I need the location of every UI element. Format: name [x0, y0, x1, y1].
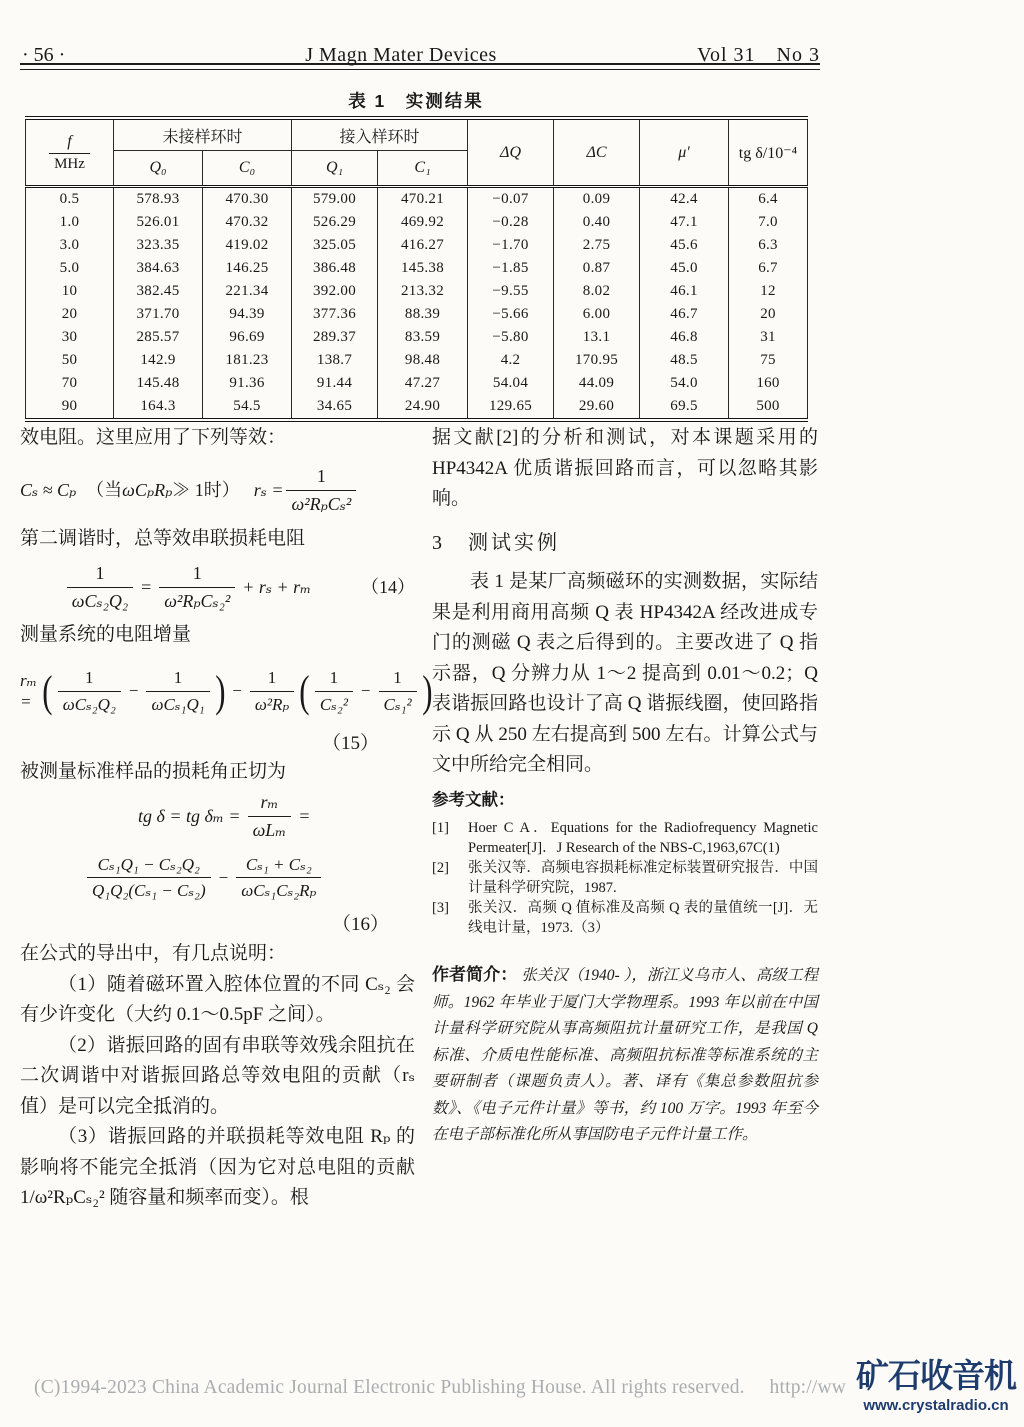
table-cell: 419.02 — [203, 234, 292, 257]
table-cell: 13.1 — [554, 326, 640, 349]
table-cell: 371.70 — [114, 303, 203, 326]
table-cell: 98.48 — [378, 349, 468, 372]
table-cell: −0.28 — [468, 211, 554, 234]
fraction — [250, 668, 294, 715]
table-cell: 69.5 — [640, 395, 729, 420]
minus-sign: − — [232, 681, 242, 701]
table-cell: 44.09 — [554, 372, 640, 395]
table-cell: 94.39 — [203, 303, 292, 326]
denominator: Cₛ₁² — [383, 694, 412, 714]
site-logo — [848, 1355, 1024, 1415]
references-heading: 参考文献： — [432, 790, 515, 809]
table-cell: 170.95 — [554, 349, 640, 372]
paragraph: （3）谐振回路的并联损耗等效电阻 Rₚ 的影响将不能完全抵消（因为它对总电阻的贡献 1/ω²RₚCₛ₂² 随容量和频率而变）。根 — [20, 1126, 415, 1208]
table-cell: 12 — [729, 280, 808, 303]
table-cell: 382.45 — [114, 280, 203, 303]
q1-header: Q₁ — [292, 151, 378, 187]
fraction — [236, 855, 321, 902]
table-cell: 142.9 — [114, 349, 203, 372]
tg-delta-header: tg δ/10⁻⁴ — [729, 118, 808, 187]
table-cell: 6.4 — [729, 187, 808, 212]
table-cell: 20 — [26, 303, 114, 326]
table-cell: −9.55 — [468, 280, 554, 303]
table-cell: 47.1 — [640, 211, 729, 234]
table-cell: 0.09 — [554, 187, 640, 212]
table-cell: 45.6 — [640, 234, 729, 257]
logo-title: 矿石收音机 — [856, 1357, 1016, 1394]
table-cell: 145.48 — [114, 372, 203, 395]
numerator: 1 — [315, 668, 353, 691]
mu-header: μ′ — [640, 118, 729, 187]
table-cell: 34.65 — [292, 395, 378, 420]
table-cell: 7.0 — [729, 211, 808, 234]
table-cell: 10 — [26, 280, 114, 303]
numerator: Cₛ₁ + Cₛ₂ — [236, 855, 321, 878]
table-cell: 470.21 — [378, 187, 468, 212]
f-label: f — [49, 132, 89, 154]
table-cell: 146.25 — [203, 257, 292, 280]
table-cell: 29.60 — [554, 395, 640, 420]
equation-14 — [20, 558, 415, 618]
ref-number: [1] — [432, 820, 449, 836]
author-bio — [432, 962, 818, 1149]
table-cell: 2.75 — [554, 234, 640, 257]
eq-term: ωCₚRₚ — [122, 479, 173, 500]
table-cell: 75 — [729, 349, 808, 372]
paragraph: 被测量标准样品的损耗角正切为 — [20, 760, 287, 782]
bio-label: 作者简介： — [432, 965, 518, 984]
table-row — [26, 187, 808, 212]
eq-term: （当 — [86, 479, 123, 500]
table-cell: 181.23 — [203, 349, 292, 372]
table-cell: 70 — [26, 372, 114, 395]
table-row — [26, 280, 808, 303]
table-cell: 91.44 — [292, 372, 378, 395]
f-mhz-header — [26, 118, 114, 187]
table-cell: 45.0 — [640, 257, 729, 280]
eq-term: ≫ 1时） — [172, 479, 240, 500]
fraction — [67, 563, 133, 612]
table-row — [26, 326, 808, 349]
paragraph: 测量系统的电阻增量 — [20, 624, 192, 645]
table-cell: 526.29 — [292, 211, 378, 234]
reference-item — [432, 899, 818, 938]
journal-title: J Magn Mater Devices — [305, 44, 497, 66]
table-cell: 54.04 — [468, 372, 554, 395]
denominator: ω²Rₚ — [254, 694, 290, 714]
reference-item — [432, 859, 818, 898]
table-header-row — [26, 118, 808, 151]
eq-term: tg δ = tg δₘ = — [138, 806, 241, 827]
eq-term: + rₛ + rₘ — [242, 577, 312, 598]
minus-sign: − — [218, 867, 229, 887]
table-cell: 1.0 — [26, 211, 114, 234]
table-cell: 90 — [26, 395, 114, 420]
paragraph: （2）谐振回路的固有串联等效残余阻抗在二次调谐中对谐振回路总等效电阻的贡献（rₛ 值）是可以完全抵消的。 — [20, 1034, 415, 1117]
numerator: rₘ — [248, 792, 292, 817]
table-cell: 3.0 — [26, 234, 114, 257]
table-row — [26, 234, 808, 257]
table-row — [26, 395, 808, 420]
c0-header: C₀ — [203, 151, 292, 187]
table-cell: 384.63 — [114, 257, 203, 280]
table-cell: −5.80 — [468, 326, 554, 349]
table-row — [26, 349, 808, 372]
table-cell: 386.48 — [292, 257, 378, 280]
numerator: 1 — [159, 563, 235, 588]
volume-issue: Vol 31 No 3 — [697, 44, 820, 66]
section-heading: 3 测试实例 — [432, 531, 560, 554]
group-header-with-sample: 接入样环时 — [292, 118, 468, 151]
table-cell: −0.07 — [468, 187, 554, 212]
table-row — [26, 211, 808, 234]
numerator: 1 — [379, 668, 417, 691]
numerator: 1 — [146, 668, 209, 691]
denominator: Cₛ₂² — [319, 694, 348, 714]
denominator: ωCₛ₂Q₂ — [62, 694, 116, 714]
table-cell: 0.87 — [554, 257, 640, 280]
table-cell: 5.0 — [26, 257, 114, 280]
mhz-label: MHz — [54, 156, 85, 173]
table-cell: 470.30 — [203, 187, 292, 212]
table-cell: 6.7 — [729, 257, 808, 280]
eq-term: rₘ = — [20, 671, 38, 711]
group-header-no-sample: 未接样环时 — [114, 118, 292, 151]
table-cell: 377.36 — [292, 303, 378, 326]
table-cell: 500 — [729, 395, 808, 420]
equals-sign: = — [141, 577, 152, 598]
numerator: 1 — [58, 668, 121, 691]
table-cell: 285.57 — [114, 326, 203, 349]
table-cell: 470.32 — [203, 211, 292, 234]
c1-header: C₁ — [378, 151, 468, 187]
denominator: ωCₛ₂Q₂ — [71, 591, 129, 611]
page-number: · 56 · — [22, 44, 66, 66]
ref-text: Hoer C A．Equations for the Radiofrequency Magnetic Permeater[J]．J Research of the NBS-C,1963,67C(1) — [468, 820, 818, 856]
equation-16-line1 — [20, 789, 415, 845]
denominator: ω²RₚCₛ₂² — [164, 591, 231, 611]
numerator: Cₛ₁Q₁ − Cₛ₂Q₂ — [87, 855, 211, 878]
fraction — [146, 668, 209, 715]
denominator: Q₁Q₂(Cₛ₁ − Cₛ₂) — [92, 881, 206, 900]
table-cell: 46.1 — [640, 280, 729, 303]
table-cell: 42.4 — [640, 187, 729, 212]
table-cell: 416.27 — [378, 234, 468, 257]
table-cell: 24.90 — [378, 395, 468, 420]
fraction — [159, 563, 235, 612]
equation-label: （15） — [321, 732, 379, 754]
column-left — [20, 423, 433, 1214]
table-cell: 31 — [729, 326, 808, 349]
equation-16-line2 — [20, 845, 415, 911]
table-cell: 289.37 — [292, 326, 378, 349]
numerator: 1 — [286, 466, 356, 491]
denominator: ω²RₚCₛ² — [291, 493, 352, 514]
table-title: 表 1 实测结果 — [348, 91, 484, 111]
equation-15: rₘ = ( $\frac{1}{\text{ωCₛ₂Q₂}}$ − $\frac{1}{\text{ωCₛ₁Q₁}}$ ) − $\frac{1}{\text{ω²Rₚ}}$ ( $\frac{1}{\text{Cₛ₂²}}$ − $\frac{1}{\text{Cₛ₁²}}$ ) — [20, 666, 433, 716]
table-cell: 30 — [26, 326, 114, 349]
table-cell: 469.92 — [378, 211, 468, 234]
table-cell: 145.38 — [378, 257, 468, 280]
table-cell: 578.93 — [114, 187, 203, 212]
paragraph: 表 1 是某厂高频磁环的实测数据，实际结果是利用商用高频 Q 表 HP4342A 经改进成专门的测磁 Q 表之后得到的。主要改进了 Q 指示器，Q 分辨力从 1～2 提高到 0.01～0.2；Q 表谐振回路也设计了高 Q 谐振线圈，使回路指示 Q 从 250 左右提高到 500 左右。计算公式与文中所给完全相同。 — [432, 571, 818, 775]
table-cell: 4.2 — [468, 349, 554, 372]
numerator: 1 — [250, 668, 294, 691]
table-cell: 83.59 — [378, 326, 468, 349]
fraction — [248, 792, 292, 841]
fraction — [87, 855, 211, 902]
table-cell: 213.32 — [378, 280, 468, 303]
table-row — [26, 303, 808, 326]
delta-q-header: ΔQ — [468, 118, 554, 187]
table-cell: 6.3 — [729, 234, 808, 257]
fraction — [58, 668, 121, 715]
table-cell: −1.85 — [468, 257, 554, 280]
paragraph: 效电阻。这里应用了下列等效： — [20, 427, 287, 448]
ref-number: [2] — [432, 860, 449, 876]
paragraph: 据文献[2]的分析和测试，对本课题采用的 HP4342A 优质谐振回路而言，可以忽略其影响。 — [432, 427, 818, 509]
table-cell: 47.27 — [378, 372, 468, 395]
table-cell: 129.65 — [468, 395, 554, 420]
reference-item — [432, 819, 818, 858]
delta-c-header: ΔC — [554, 118, 640, 187]
paragraph: （1）随着磁环置入腔体位置的不同 Cₛ₂ 会有少许变化（大约 0.1～0.5pF 之间）。 — [20, 973, 415, 1025]
table-cell: 54.0 — [640, 372, 729, 395]
table-cell: 50 — [26, 349, 114, 372]
equation-label: （16） — [331, 914, 389, 935]
table-row — [26, 257, 808, 280]
table-cell: −5.66 — [468, 303, 554, 326]
table-cell: 6.00 — [554, 303, 640, 326]
bio-text: 张关汉（1940- ），浙江义乌市人、高级工程师。1962 年毕业于厦门大学物理系。1993 年以前在中国计量科学研究院从事高频阻抗计量研究工作，是我国 Q 标准、介质电性能标准、高频阻抗标准等标准系统的主要研制者（课题负责人）。著、译有《集总参数阻抗参数》、《电子元件计量》等书，约 100 万字。1993 年至今在电子部标准化所从事国防电子元件计量工作。 — [432, 967, 819, 1143]
fraction — [315, 668, 353, 715]
ref-number: [3] — [432, 900, 449, 916]
denominator: ωCₛ₁Cₛ₂Rₚ — [241, 881, 317, 900]
paragraph: 第二调谐时，总等效串联损耗电阻 — [20, 527, 306, 549]
table-cell: 46.8 — [640, 326, 729, 349]
footer-copyright: (C)1994-2023 China Academic Journal Electronic Publishing House. All rights reserved. http://ww — [34, 1377, 847, 1398]
table-cell: 91.36 — [203, 372, 292, 395]
table-cell: 526.01 — [114, 211, 203, 234]
minus-sign: − — [128, 681, 139, 701]
ref-text: 张关汉等．高频电容损耗标准定标装置研究报告．中国计量科学研究院，1987. — [468, 860, 818, 896]
table-cell: 46.7 — [640, 303, 729, 326]
table-cell: 8.02 — [554, 280, 640, 303]
table-cell: 88.39 — [378, 303, 468, 326]
table-row — [26, 372, 808, 395]
numerator: 1 — [67, 563, 133, 588]
table-cell: 20 — [729, 303, 808, 326]
equation-label: （14） — [361, 577, 415, 598]
table-cell: 323.35 — [114, 234, 203, 257]
eq-term: Cₛ ≈ Cₚ — [20, 479, 77, 500]
table-cell: 138.7 — [292, 349, 378, 372]
fraction — [286, 466, 356, 515]
results-table — [25, 116, 808, 422]
table-cell: 160 — [729, 372, 808, 395]
header-rule — [20, 63, 820, 70]
logo-url: www.crystalradio.cn — [863, 1397, 1009, 1414]
table-cell: 96.69 — [203, 326, 292, 349]
eq-term: rₛ = — [253, 479, 284, 500]
denominator: ωCₛ₁Q₁ — [151, 694, 205, 714]
equals-sign: = — [299, 806, 310, 827]
table-cell: 325.05 — [292, 234, 378, 257]
denominator: ωLₘ — [252, 820, 287, 840]
equation-cs-approx — [20, 460, 415, 522]
table-cell: 0.40 — [554, 211, 640, 234]
table-cell: 54.5 — [203, 395, 292, 420]
table-cell: 48.5 — [640, 349, 729, 372]
ref-text: 张关汉．高频 Q 值标准及高频 Q 表的量值统一[J]．无线电计量，1973.（3） — [468, 900, 818, 936]
f-over-mhz — [49, 132, 89, 174]
table-cell: 579.00 — [292, 187, 378, 212]
table-cell: 0.5 — [26, 187, 114, 212]
column-right — [432, 423, 818, 1149]
table-cell: 221.34 — [203, 280, 292, 303]
table-cell: 392.00 — [292, 280, 378, 303]
q0-header: Q₀ — [114, 151, 203, 187]
minus-sign: − — [360, 681, 371, 701]
paragraph: 在公式的导出中，有几点说明： — [20, 943, 287, 964]
table-cell: 164.3 — [114, 395, 203, 420]
table-cell: −1.70 — [468, 234, 554, 257]
fraction — [379, 668, 417, 715]
